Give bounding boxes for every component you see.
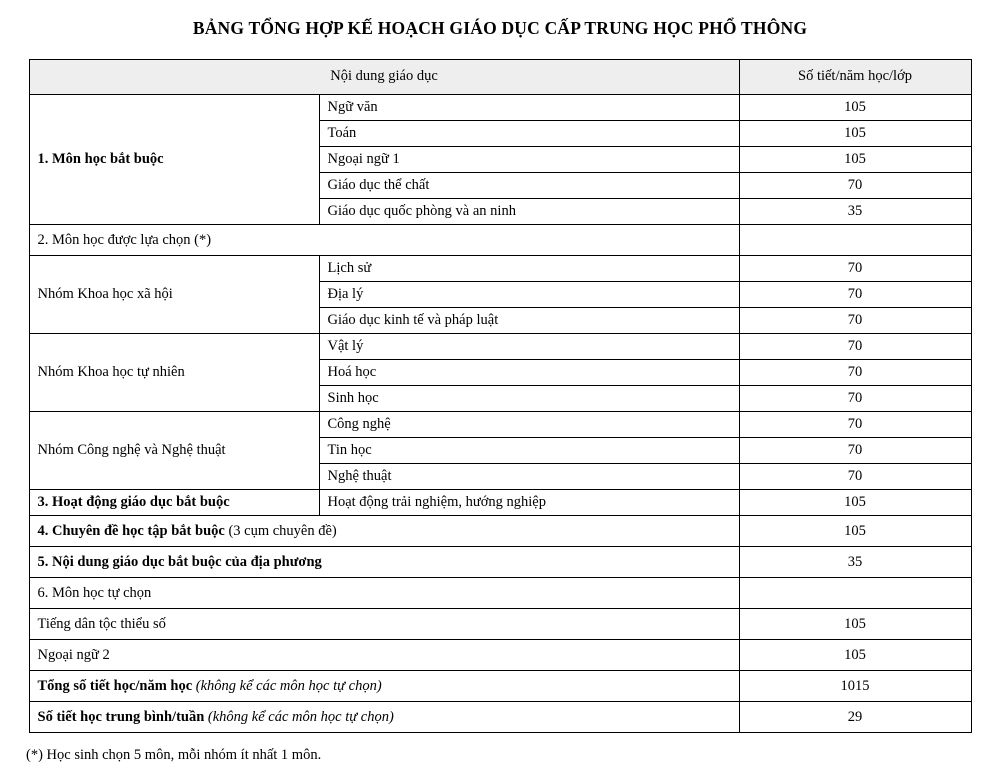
header-content: Nội dung giáo dục [29,60,739,95]
periods-cell-empty [739,225,971,256]
section-label-1: 1. Môn học bắt buộc [29,95,319,225]
periods-cell: 105 [739,490,971,516]
header-periods: Số tiết/năm học/lớp [739,60,971,95]
subject-cell: Toán [319,121,739,147]
section-label-natural: Nhóm Khoa học tự nhiên [29,334,319,412]
section-label-3: 3. Hoạt động giáo dục bắt buộc [29,490,319,516]
section-label-5 [29,547,739,578]
subject-cell: Giáo dục kinh tế và pháp luật [319,308,739,334]
periods-cell: 70 [739,256,971,282]
total-label-2 [29,702,739,733]
table-row [29,640,971,671]
table-row [29,609,971,640]
total-2-bold: Số tiết học trung bình/tuần [37,708,205,725]
table-body [29,95,971,733]
periods-cell: 35 [739,199,971,225]
periods-cell: 35 [739,547,971,578]
subject-cell: Hoá học [319,360,739,386]
periods-cell: 105 [739,609,971,640]
section-label-2: 2. Môn học được lựa chọn (*) [29,225,739,256]
periods-cell: 105 [739,147,971,173]
section-4-plain: (3 cụm chuyên đề) [224,522,337,539]
table-row [29,412,971,438]
table-row [29,547,971,578]
periods-cell: 70 [739,412,971,438]
section-5-bold: 5. Nội dung giáo dục bắt buộc của địa phương [37,553,322,570]
table-row [29,490,971,516]
subject-cell: Tiếng dân tộc thiểu số [29,609,739,640]
total-label-1 [29,671,739,702]
subject-cell: Lịch sử [319,256,739,282]
table-row [29,516,971,547]
total-1-bold: Tổng số tiết học/năm học [37,677,193,694]
table-row [29,334,971,360]
subject-cell: Giáo dục thể chất [319,173,739,199]
periods-cell: 70 [739,334,971,360]
table-row [29,225,971,256]
subject-cell: Công nghệ [319,412,739,438]
subject-cell: Giáo dục quốc phòng và an ninh [319,199,739,225]
periods-cell: 105 [739,640,971,671]
section-label-social: Nhóm Khoa học xã hội [29,256,319,334]
section-label-tech-art: Nhóm Công nghệ và Nghệ thuật [29,412,319,490]
periods-cell: 70 [739,360,971,386]
total-periods: 29 [739,702,971,733]
total-2-italic: (không kể các môn học tự chọn) [204,708,394,725]
subject-cell: Ngoại ngữ 1 [319,147,739,173]
table-row [29,256,971,282]
subject-cell: Ngoại ngữ 2 [29,640,739,671]
periods-cell-empty [739,578,971,609]
subject-cell: Vật lý [319,334,739,360]
footnote: (*) Học sinh chọn 5 môn, mỗi nhóm ít nhất 1 môn. [26,747,322,764]
subject-cell: Hoạt động trải nghiệm, hướng nghiệp [319,490,739,516]
section-label-4 [29,516,739,547]
total-periods: 1015 [739,671,971,702]
table-row [29,95,971,121]
total-1-italic: (không kể các môn học tự chọn) [192,677,382,694]
subject-cell: Sinh học [319,386,739,412]
periods-cell: 105 [739,516,971,547]
section-4-bold: 4. Chuyên đề học tập bắt buộc [37,522,225,539]
periods-cell: 70 [739,438,971,464]
subject-cell: Nghệ thuật [319,464,739,490]
education-plan-table [29,59,972,733]
periods-cell: 70 [739,282,971,308]
page-title: BẢNG TỔNG HỢP KẾ HOẠCH GIÁO DỤC CẤP TRUNG HỌC PHỔ THÔNG [192,18,808,38]
subject-cell: Ngữ văn [319,95,739,121]
periods-cell: 105 [739,121,971,147]
periods-cell: 70 [739,308,971,334]
periods-cell: 70 [739,173,971,199]
periods-cell: 70 [739,386,971,412]
table-row [29,578,971,609]
table-header [29,60,971,95]
table-row-total [29,702,971,733]
table-row-total [29,671,971,702]
section-label-6: 6. Môn học tự chọn [29,578,739,609]
periods-cell: 70 [739,464,971,490]
subject-cell: Địa lý [319,282,739,308]
periods-cell: 105 [739,95,971,121]
subject-cell: Tin học [319,438,739,464]
